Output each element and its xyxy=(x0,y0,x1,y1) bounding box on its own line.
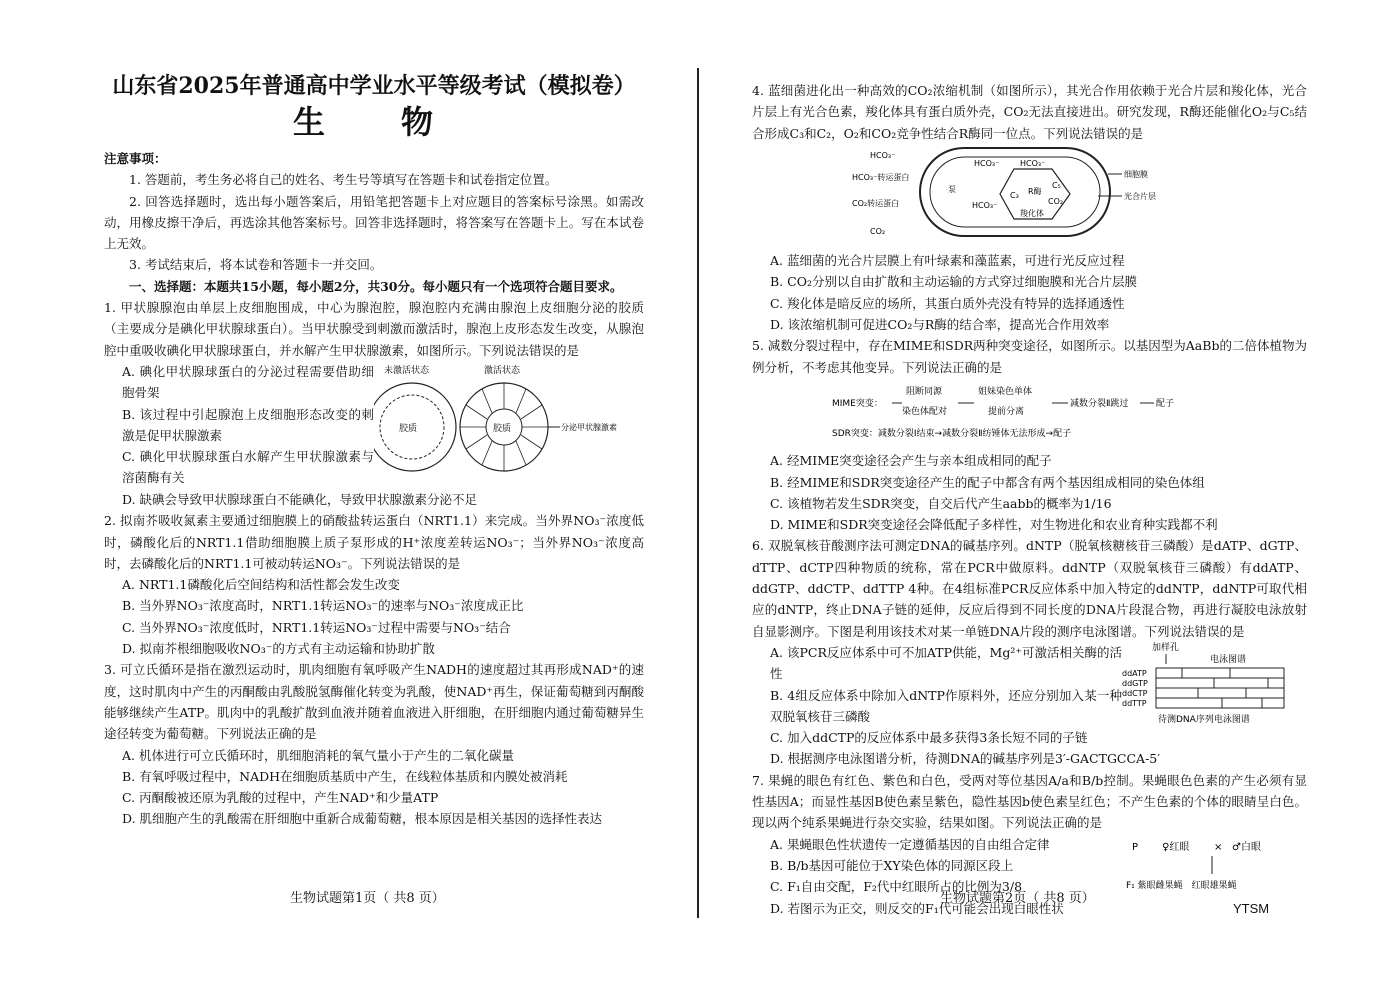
q5-option-b: B. 经MIME和SDR突变途径产生的配子中都含有两个基因组成相同的染色体组 xyxy=(770,474,1205,490)
lane-gtp: ddGTP xyxy=(1122,678,1148,688)
q1-block xyxy=(104,361,644,489)
notice-3: 3. 考试结束后，将本试卷和答题卡一并交回。 xyxy=(129,257,383,273)
co2-outside: CO₂ xyxy=(870,226,886,236)
co2-transporter-label: CO₂转运蛋白 xyxy=(852,198,900,208)
q1-option-c: C. 碘化甲状腺球蛋白水解产生甲状腺激素与溶菌酶有关 xyxy=(122,449,374,486)
co2-inside: CO₂ xyxy=(1048,196,1064,206)
q5-option-a: A. 经MIME突变途径会产生与亲本组成相同的配子 xyxy=(770,453,1052,469)
inactive-label: 未激活状态 xyxy=(384,365,430,376)
lane-ctp: ddCTP xyxy=(1122,688,1148,698)
hco3-inside-3: HCO₃⁻ xyxy=(972,200,998,210)
q3-option-b: B. 有氧呼吸过程中，NADH在细胞质基质中产生，在线粒体基质和内膜处被消耗 xyxy=(122,768,568,784)
q4-option-b: B. CO₂分别以自由扩散和主动运输的方式穿过细胞膜和光合片层膜 xyxy=(770,274,1137,290)
p-label: P xyxy=(1132,841,1139,853)
colloid-label-2: 胶质 xyxy=(493,423,512,434)
q4-stem: 4. 蓝细菌进化出一种高效的CO₂浓缩机制（如图所示），其光合作用依赖于光合片层和羧化体，光合片层上有光合色素，羧化体具有蛋白质外壳，CO₂无法直接进出。研究发现，R酶还能催化O₂与C₅结合形成C₃和C₂，O₂和CO₂竞争性结合R酶同一位点。下列说法错误的是 xyxy=(752,83,1307,141)
q6-option-c: C. 加入ddCTP的反应体系中最多获得3条长短不同的子链 xyxy=(770,730,1088,746)
pump-label: 泵 xyxy=(948,184,956,194)
q7-option-a: A. 果蝇眼色性状遗传一定遵循基因的自由组合定律 xyxy=(770,836,1050,852)
section-heading: 一、选择题：本题共15小题，每小题2分，共30分。每小题只有一个选项符合题目要求。 xyxy=(129,278,623,294)
q6-option-d: D. 根据测序电泳图谱分析，待测DNA的碱基序列是3′-GACTGCCA-5′ xyxy=(770,751,1161,767)
mime-step2b: 提前分离 xyxy=(988,406,1025,417)
meiosis-mutation-figure xyxy=(752,378,1307,444)
page-2 xyxy=(752,80,1307,919)
secrete-label: 分泌甲状腺激素 xyxy=(561,422,617,432)
footer-page-1: 生物试题第1页（ 共8 页） xyxy=(290,891,445,906)
q2-option-b: B. 当外界NO₃⁻浓度高时，NRT1.1转运NO₃⁻的速率与NO₃⁻浓度成正比 xyxy=(122,598,524,614)
membrane-label: 细胞膜 xyxy=(1124,169,1148,179)
q6-option-a: A. 该PCR反应体系中可不加ATP供能，Mg²⁺可激活相关酶的活性 xyxy=(770,644,1122,682)
q7-option-c: C. F₁自由交配，F₂代中红眼所占的比例为3/8 xyxy=(770,879,1023,895)
mime-label: MIME突变： xyxy=(832,398,883,409)
q5-stem: 5. 减数分裂过程中，存在MIME和SDR两种突变途径，如图所示。以基因型为AaBb的二倍体植物为例分析，不考虑其他变异。下列说法正确的是 xyxy=(752,338,1307,375)
cyanobacteria-figure xyxy=(752,144,1307,244)
gel-label: 电泳图谱 xyxy=(1210,654,1247,665)
gel-bands xyxy=(1156,668,1284,708)
female-label: ♀红眼 xyxy=(1162,841,1190,853)
c3-label: C₃ xyxy=(1010,190,1019,200)
page-1 xyxy=(104,70,644,830)
q5-option-d: D. MIME和SDR突变途径会降低配子多样性，对生物进化和农业育种实践都不利 xyxy=(770,517,1218,533)
notice-2: 2. 回答选择题时，选出每小题答案后，用铅笔把答题卡上对应题目的答案标号涂黑。如需改动，用橡皮擦干净后，再选涂其他答案标号。回答非选择题时，将答案写在答题卡上。写在本试卷上无效。 xyxy=(104,193,644,252)
exam-title: 山东省2025年普通高中学业水平等级考试（模拟卷） xyxy=(112,73,636,99)
cross-sign: × xyxy=(1214,841,1223,853)
q4-option-a: A. 蓝细菌的光合片层膜上有叶绿素和藻蓝素，可进行光反应过程 xyxy=(770,253,1125,269)
footer-page-2: 生物试题第2页（ 共8 页） xyxy=(940,891,1095,906)
q3-option-a: A. 机体进行可立氏循环时，肌细胞消耗的氧气量小于产生的二氧化碳量 xyxy=(122,747,514,763)
r-enzyme-label: R酶 xyxy=(1028,186,1042,196)
lane-ttp: ddTTP xyxy=(1122,698,1147,708)
hco3-inside-1: HCO₃⁻ xyxy=(974,158,1000,168)
lane-atp: ddATP xyxy=(1122,668,1147,678)
notice-1: 1. 答题前，考生务必将自己的姓名、考生号等填写在答题卡和试卷指定位置。 xyxy=(129,172,558,188)
q4-option-d: D. 该浓缩机制可促进CO₂与R酶的结合率，提高光合作用效率 xyxy=(770,317,1110,333)
well-label: 加样孔 xyxy=(1152,642,1180,653)
q7-stem: 7. 果蝇的眼色有红色、紫色和白色，受两对等位基因A/a和B/b控制。果蝇眼色色素的产生必须有显性基因A；而显性基因B使色素呈紫色，隐性基因b使色素呈红色；不产生色素的个体的眼睛呈白色。现以两个纯系果蝇进行杂交实验，结果如图。下列说法正确的是 xyxy=(752,772,1307,831)
q6-block xyxy=(752,642,1307,748)
q3-option-c: C. 丙酮酸被还原为乳酸的过程中，产生NAD⁺和少量ATP xyxy=(122,790,439,806)
mime-step2a: 姐妹染色单体 xyxy=(978,386,1033,397)
thyroid-follicle-figure xyxy=(374,361,636,489)
mime-step1b: 染色体配对 xyxy=(902,406,948,417)
q4-option-c: C. 羧化体是暗反应的场所，其蛋白质外壳没有特异的选择通透性 xyxy=(770,295,1125,311)
q7-option-b: B. B/b基因可能位于XY染色体的同源区段上 xyxy=(770,857,1014,873)
q6-stem: 6. 双脱氧核苷酸测序法可测定DNA的碱基序列。dNTP（脱氧核糖核苷三磷酸）是dATP、dGTP、dTTP、dCTP四种物质的统称，常在PCR中做原料。ddNTP（双脱氧核苷三磷酸）有ddATP、ddGTP、ddCTP、ddTTP 4种。在4组标准PCR反应体系中加入特定的ddNTP，ddNTP可取代相应的dNTP，终止DNA子链的延伸，反应后得到不同长度的DNA片段混合物，再进行凝胶电泳放射自显影测序。下图是利用该技术对某一单链DNA片段的测序电泳图谱。下列说法错误的是 xyxy=(752,538,1307,639)
q1-option-b: B. 该过程中引起腺泡上皮细胞形态改变的刺激是促甲状腺激素 xyxy=(122,406,374,443)
hco3-outside: HCO₃⁻ xyxy=(870,150,896,160)
gel-figure xyxy=(1122,642,1292,728)
q3-stem: 3. 可立氏循环是指在激烈运动时，肌肉细胞有氧呼吸产生NADH的速度超过其再形成NAD⁺的速度，这时肌肉中产生的丙酮酸由乳酸脱氢酶催化转变为乳酸，使NAD⁺再生，保证葡萄糖到丙酮酸能够继续产生ATP。肌肉中的乳酸扩散到血液并随着血液进入肝细胞，在肝细胞内通过葡萄糖异生途径转变为葡萄糖。下列说法正确的是 xyxy=(104,662,644,742)
f1-label: F₁ 紫眼雌果蝇 红眼雄果蝇 xyxy=(1126,880,1237,891)
mime-step3: 减数分裂Ⅱ跳过 xyxy=(1070,398,1129,409)
mime-gamete: 配子 xyxy=(1156,398,1175,409)
q7-option-d: D. 若图示为正交，则反交的F₁代可能会出现白眼性状 xyxy=(770,900,1064,916)
subject-title: 生 物 xyxy=(292,103,455,141)
q2-option-c: C. 当外界NO₃⁻浓度低时，NRT1.1转运NO₃⁻过程中需要与NO₃⁻结合 xyxy=(122,619,511,635)
q2-option-a: A. NRT1.1磷酸化后空间结构和活性都会发生改变 xyxy=(122,577,400,593)
hco3-inside-2: HCO₃⁻ xyxy=(1020,158,1046,168)
sdr-line: SDR突变：减数分裂Ⅰ结束→减数分裂Ⅱ纺锤体无法形成→配子 xyxy=(832,428,1072,439)
carboxysome-label: 羧化体 xyxy=(1020,208,1044,218)
q2-stem: 2. 拟南芥吸收氮素主要通过细胞膜上的硝酸盐转运蛋白（NRT1.1）来完成。当外界NO₃⁻浓度低时，磷酸化后的NRT1.1借助细胞膜上质子泵形成的H⁺浓度差转运NO₃⁻；当外界NO₃⁻浓度高时，去磷酸化后的NRT1.1可被动转运NO₃⁻。下列说法错误的是 xyxy=(104,513,644,571)
mime-step1a: 阻断同源 xyxy=(906,386,943,397)
q3-option-d: D. 肌细胞产生的乳酸需在肝细胞中重新合成葡萄糖，根本原因是相关基因的选择性表达 xyxy=(122,811,603,827)
q5-option-c: C. 该植物若发生SDR突变，自交后代产生aabb的概率为1/16 xyxy=(770,495,1112,511)
q1-stem: 1. 甲状腺腺泡由单层上皮细胞围成，中心为腺泡腔，腺泡腔内充满由腺泡上皮细胞分泌的胶质（主要成分是碘化甲状腺球蛋白）。当甲状腺受到刺激而激活时，腺泡上皮形态发生改变，从腺泡腔中重吸收碘化甲状腺球蛋白，并水解产生甲状腺激素，如图所示。下列说法错误的是 xyxy=(104,300,644,358)
q2-option-d: D. 拟南芥根细胞吸收NO₃⁻的方式有主动运输和协助扩散 xyxy=(122,641,435,657)
notice-heading: 注意事项： xyxy=(104,151,167,166)
c5-label: C₅ xyxy=(1052,180,1061,190)
page-divider xyxy=(697,68,699,918)
paper-code: YTSM xyxy=(1233,901,1270,916)
lamella-label: 光合片层 xyxy=(1124,191,1156,201)
q1-option-a: A. 碘化甲状腺球蛋白的分泌过程需要借助细胞骨架 xyxy=(122,363,374,401)
colloid-label-1: 胶质 xyxy=(399,423,418,434)
q6-option-b: B. 4组反应体系中除加入dNTP作原料外，还应分别加入某一种双脱氧核苷三磷酸 xyxy=(770,687,1122,724)
cross-figure xyxy=(1122,834,1302,904)
male-label: ♂白眼 xyxy=(1232,841,1261,853)
gel-caption: 待测DNA序列电泳图谱 xyxy=(1158,714,1250,725)
q1-option-d: D. 缺碘会导致甲状腺球蛋白不能碘化，导致甲状腺激素分泌不足 xyxy=(122,491,478,507)
hco3-transporter-label: HCO₃⁻转运蛋白 xyxy=(852,172,910,182)
active-label: 激活状态 xyxy=(484,365,521,376)
